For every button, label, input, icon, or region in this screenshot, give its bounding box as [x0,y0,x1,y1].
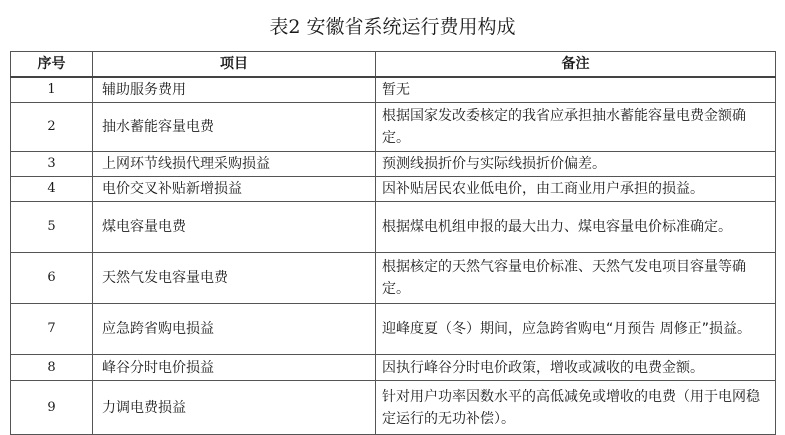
row-item: 煤电容量电费 [93,202,376,253]
table-row [11,304,776,355]
header-note: 备注 [376,52,776,78]
header-seq: 序号 [11,52,93,78]
table-row [11,177,776,202]
row-item: 辅助服务费用 [93,77,376,103]
table-row [11,152,776,177]
row-number: 7 [11,304,93,355]
row-item: 力调电费损益 [93,381,376,435]
row-note: 根据核定的天然气容量电价标准、天然气发电项目容量等确定。 [376,253,776,304]
row-note: 因补贴居民农业低电价，由工商业用户承担的损益。 [376,177,776,202]
row-item: 电价交叉补贴新增损益 [93,177,376,202]
row-number: 5 [11,202,93,253]
row-note: 根据煤电机组申报的最大出力、煤电容量电价标准确定。 [376,202,776,253]
row-number: 1 [11,77,93,103]
row-item: 天然气发电容量电费 [93,253,376,304]
row-note: 暂无 [376,77,776,103]
table-row [11,381,776,435]
table-row [11,77,776,103]
row-note: 因执行峰谷分时电价政策，增收或减收的电费金额。 [376,355,776,381]
row-number: 3 [11,152,93,177]
row-note: 预测线损折价与实际线损折价偏差。 [376,152,776,177]
table-title: 表2 安徽省系统运行费用构成 [269,16,516,38]
table-row [11,253,776,304]
table-row [11,103,776,152]
row-note: 根据国家发改委核定的我省应承担抽水蓄能容量电费金额确定。 [376,103,776,152]
row-item: 峰谷分时电价损益 [93,355,376,381]
row-number: 9 [11,381,93,435]
row-note: 迎峰度夏（冬）期间，应急跨省购电“月预告 周修正”损益。 [376,304,776,355]
row-item: 应急跨省购电损益 [93,304,376,355]
table-row [11,355,776,381]
table-row [11,202,776,253]
row-number: 8 [11,355,93,381]
row-number: 4 [11,177,93,202]
cost-table [10,51,776,435]
row-number: 2 [11,103,93,152]
row-number: 6 [11,253,93,304]
row-note: 针对用户功率因数水平的高低减免或增收的电费（用于电网稳定运行的无功补偿）。 [376,381,776,435]
header-item: 项目 [93,52,376,78]
table-header-row [11,52,776,78]
row-item: 抽水蓄能容量电费 [93,103,376,152]
row-item: 上网环节线损代理采购损益 [93,152,376,177]
